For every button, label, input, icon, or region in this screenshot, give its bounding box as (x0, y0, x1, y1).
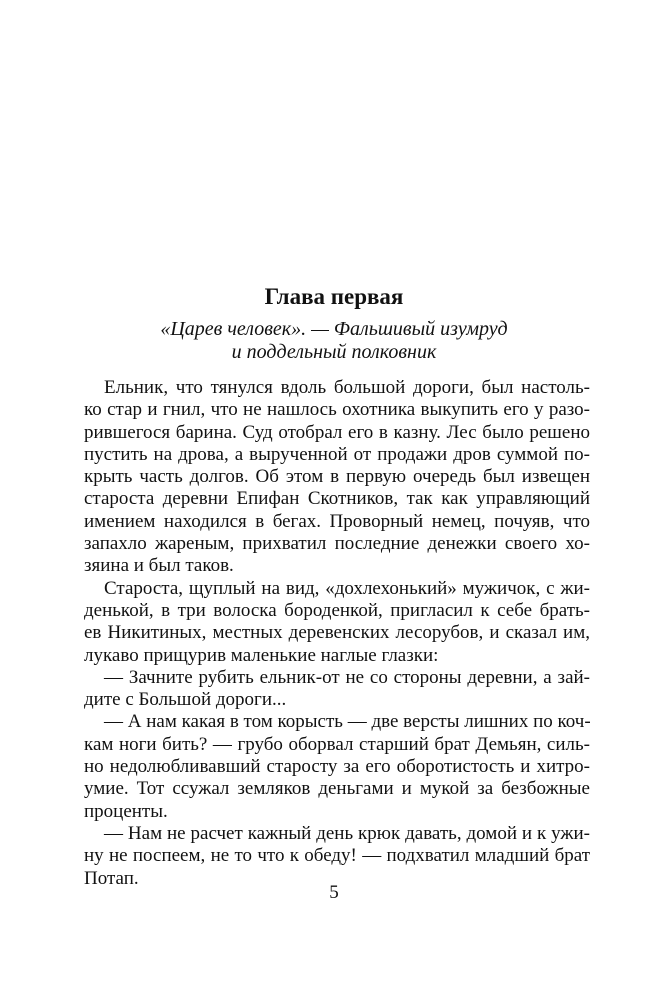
text-line: но недолюбливавший старосту за его оборотистость и хитро- (84, 756, 590, 778)
chapter-title: Глава первая (264, 284, 404, 309)
text-line: дите с Большой дороги... (84, 689, 287, 711)
subtitle-line: «Царев человек». — Фальшивый изумруд (160, 318, 508, 340)
text-line: крыть часть долгов. Об этом в первую очередь был извещен (84, 466, 590, 488)
text-line: Ельник, что тянулся вдоль большой дороги, был настоль- (104, 377, 590, 398)
chapter-subtitle (100, 318, 568, 364)
text-line: ко стар и гнил, что не нашлось охотника выкупить его у разо- (84, 399, 590, 421)
text-line: ну не поспеем, не то что к обеду! — подхватил младший брат (84, 845, 590, 867)
text-line: лукаво прищурив маленькие наглые глазки: (84, 644, 439, 666)
text-line: — Зачните рубить ельник-от не со стороны деревни, а зай- (104, 666, 590, 688)
text-line: — Нам не расчет кажный день крюк давать, домой и к ужи- (104, 822, 590, 844)
text-line: денькой, в три волоска бороденкой, пригласил к себе брать- (84, 599, 590, 621)
text-line: Потап. (84, 867, 139, 889)
page-number: 5 (329, 882, 339, 903)
text-line: кам ноги бить? — грубо оборвал старший брат Демьян, силь- (84, 733, 590, 755)
text-line: умие. Тот ссужал земляков деньгами и мукой за безбожные (84, 778, 590, 800)
text-line: рившегося барина. Суд отобрал его в казну. Лес было решено (84, 421, 590, 443)
text-line: Староста, щуплый на вид, «дохлехонький» мужичок, с жи- (104, 577, 590, 599)
text-line: имением находился в бегах. Проворный немец, почуяв, что (84, 510, 590, 532)
text-line: зяина и был таков. (84, 555, 234, 577)
text-line: пустить на дрова, а вырученной от продажи дров суммой по- (84, 443, 590, 465)
text-line: — А нам какая в том корысть — две версты лишних по коч- (104, 711, 591, 733)
text-line: запахло жареным, прихватил последние денежки своего хо- (84, 533, 590, 555)
text-line: ев Никитиных, местных деревенских лесорубов, и сказал им, (84, 622, 590, 644)
body-text (84, 377, 590, 890)
subtitle-line: и поддельный полковник (231, 341, 437, 363)
text-line: староста деревни Епифан Скотников, так как управляющий (84, 488, 590, 510)
text-line: проценты. (84, 800, 168, 822)
